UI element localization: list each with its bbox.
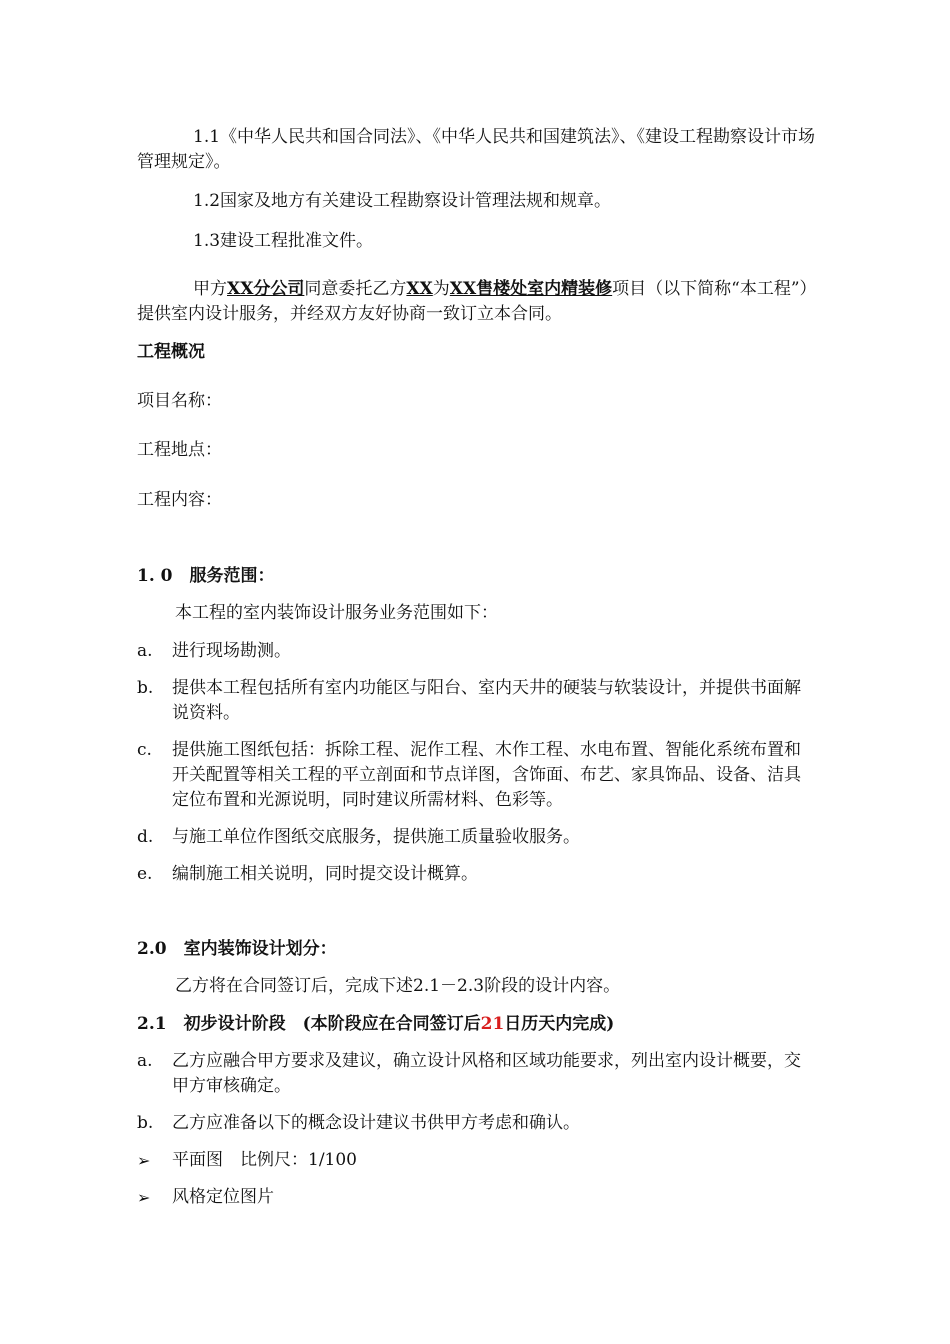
project-content-label: 工程内容： [137,490,222,510]
list-item-text: 编制施工相关说明，同时提交设计概算。 [172,864,478,884]
list-item [137,738,817,813]
list-item-text: 进行现场勘测。 [172,641,291,661]
intro-text-4: 项目（以下简称“本工程”）提供室内设计服务，并经双方友好协商一致订立本合同。 [137,279,817,324]
list-item [137,676,817,726]
list-item [137,862,817,887]
section-2-1-heading-text: 2.1 初步设计阶段 (本阶段应在合同签订后 [137,1014,481,1034]
project-location-label: 工程地点： [137,440,222,460]
bullet-item-text: 风格定位图片 [172,1187,274,1207]
project-name-label: 项目名称： [137,391,222,411]
intro-text-3: 为 [432,279,450,299]
overview-heading: 工程概况 [137,342,205,362]
list-item [137,1049,817,1099]
section-1-intro: 本工程的室内装饰设计服务业务范围如下： [175,603,498,623]
list-item [137,1111,817,1136]
reference-1-1: 1.1《中华人民共和国合同法》、《中华人民共和国建筑法》、《建设工程勘察设计市场管理规定》。 [137,127,816,172]
intro-text-2: 同意委托乙方 [304,279,407,299]
list-marker: b. [137,678,154,698]
list-item-text: 乙方应准备以下的概念设计建议书供甲方考虑和确认。 [172,1113,580,1133]
bullet-item-text: 平面图 比例尺：1/100 [172,1150,357,1170]
party-a-name: XX分公司 [227,279,305,299]
list-item-text: 与施工单位作图纸交底服务，提供施工质量验收服务。 [172,827,580,847]
list-item-text: 提供施工图纸包括：拆除工程、泥作工程、木作工程、水电布置、智能化系统布置和开关配置等相关工程的平立剖面和节点详图，含饰面、布艺、家具饰品、设备、洁具定位布置和光源说明，同时建议所需材料、色彩等。 [172,740,801,810]
party-b-name: XX [406,279,433,299]
section-2-1-heading [137,1012,817,1037]
list-marker: c. [137,740,152,760]
list-marker: b. [137,1113,154,1133]
list-marker: a. [137,1051,153,1071]
list-marker: e. [137,864,153,884]
intro-text-1: 甲方 [193,279,227,299]
reference-1-3: 1.3建设工程批准文件。 [193,231,374,251]
section-2-intro: 乙方将在合同签订后，完成下述2.1－2.3阶段的设计内容。 [175,976,621,996]
section-2-heading: 2.0 室内装饰设计划分： [137,939,337,959]
bullet-item [137,1185,817,1210]
list-item-text: 乙方应融合甲方要求及建议，确立设计风格和区域功能要求，列出室内设计概要，交甲方审核确定。 [172,1051,801,1096]
list-marker: d. [137,827,154,847]
reference-1-2: 1.2国家及地方有关建设工程勘察设计管理法规和规章。 [193,191,612,211]
section-1-heading: 1. 0 服务范围： [137,566,275,586]
deadline-days: 21 [480,1014,505,1034]
list-marker: a. [137,641,153,661]
list-item-text: 提供本工程包括所有室内功能区与阳台、室内天井的硬装与软装设计，并提供书面解说资料。 [172,678,801,723]
list-item [137,825,817,850]
arrow-bullet-icon: ➢ [137,1188,151,1207]
bullet-item [137,1148,817,1173]
arrow-bullet-icon: ➢ [137,1151,151,1170]
list-item [137,639,817,664]
section-2-1-heading-text-end: 日历天内完成) [504,1014,615,1034]
project-name: XX售楼处室内精装修 [449,279,613,299]
intro-paragraph [137,277,817,327]
